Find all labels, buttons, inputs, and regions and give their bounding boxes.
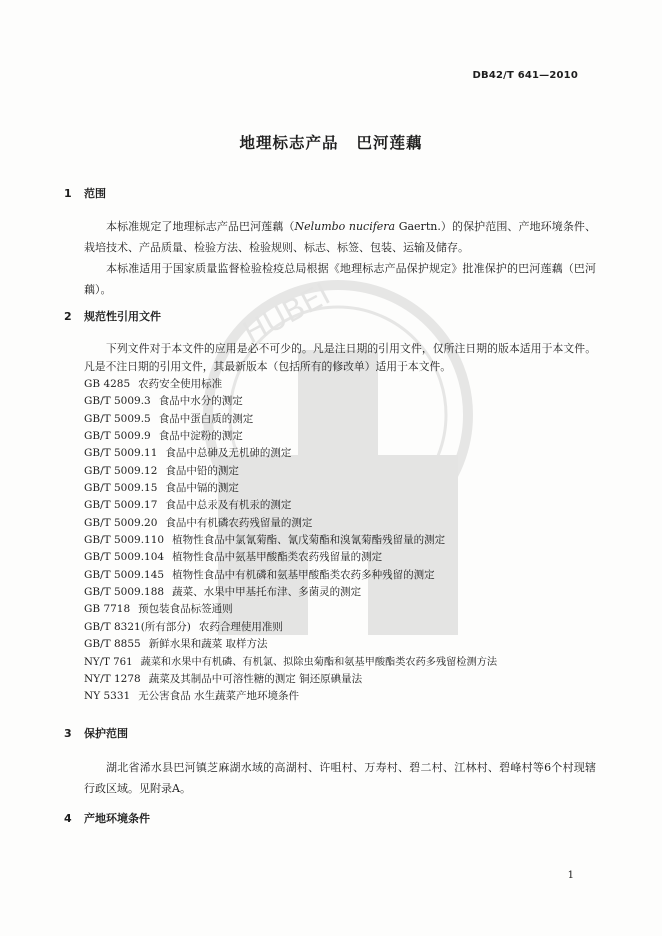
scope-paragraph-2: 本标准适用于国家质量监督检验检疫总局根据《地理标志产品保护规定》批准保护的巴河莲藕（巴河藕）。 [84,262,596,296]
document-title [0,131,662,153]
section-title: 规范性引用文件 [84,310,161,323]
reference-item: GB/T 5009.17 食品中总汞及有机汞的测定 [84,499,292,512]
section-number: 3 [64,727,72,740]
section-heading-protection-scope [64,725,128,741]
protection-scope-paragraph: 湖北省浠水县巴河镇芝麻湖水域的高湖村、许咀村、万寿村、碧二村、江林村、碧峰村等6个村现辖行政区域。见附录A。 [84,761,596,795]
reference-item: GB 4285 农药安全使用标准 [84,378,223,390]
reference-item: GB/T 5009.9 食品中淀粉的测定 [84,430,243,443]
page-number: 1 [567,870,574,881]
section-number: 2 [64,310,72,323]
section-heading-scope [64,185,106,201]
section-title: 产地环境条件 [84,812,150,825]
reference-item: NY/T 1278 蔬菜及其制品中可溶性糖的测定 铜还原碘量法 [84,672,363,685]
reference-item: GB/T 5009.3 食品中水分的测定 [84,395,243,408]
section-heading-normative-references [64,308,161,324]
reference-item: GB/T 5009.104 植物性食品中氨基甲酸酯类农药残留量的测定 [84,551,383,564]
document-number: DB42/T 641—2010 [472,70,578,81]
reference-item: GB/T 5009.110 植物性食品中氯氰菊酯、氰戊菊酯和溴氰菊酯残留量的测定 [84,534,446,547]
reference-item: GB/T 5009.20 食品中有机磷农药残留量的测定 [84,516,313,529]
reference-item: GB/T 8321(所有部分) 农药合理使用准则 [84,620,283,633]
references-intro-paragraph: 下列文件对于本文件的应用是必不可少的。凡是注日期的引用文件，仅所注日期的版本适用于本文件。凡是不注日期的引用文件，其最新版本（包括所有的修改单）适用于本文件。 [84,342,596,373]
section-title: 范围 [84,187,106,200]
title-part-2: 巴河莲藕 [356,134,423,152]
section-title: 保护范围 [84,727,128,740]
reference-item: NY/T 761 蔬菜和水果中有机磷、有机氯、拟除虫菊酯和氨基甲酸酯类农药多残留检测方法 [84,656,498,668]
reference-item: GB/T 5009.188 蔬菜、水果中甲基托布津、多菌灵的测定 [84,586,362,599]
reference-item: GB/T 5009.5 食品中蛋白质的测定 [84,412,254,425]
section-number: 4 [64,812,72,825]
title-part-1: 地理标志产品 [239,134,339,152]
reference-list [84,376,497,706]
reference-item: GB/T 8855 新鲜水果和蔬菜 取样方法 [84,638,268,651]
reference-item: GB/T 5009.12 食品中铅的测定 [84,464,239,477]
reference-item: GB 7718 预包装食品标签通则 [84,603,233,616]
watermark-stamp-text: HUBEI [237,276,337,352]
reference-item: GB/T 5009.11 食品中总砷及无机砷的测定 [84,447,292,460]
section-number: 1 [64,187,72,200]
section-heading-environment [64,810,150,826]
reference-item: GB/T 5009.145 植物性食品中有机磷和氨基甲酸酯类农药多种残留的测定 [84,568,435,581]
reference-item: GB/T 5009.15 食品中镉的测定 [84,482,239,495]
reference-item: NY 5331 无公害食品 水生蔬菜产地环境条件 [84,690,300,703]
scope-paragraph-1: 本标准规定了地理标志产品巴河莲藕（Nelumbo nucifera Gaertn.）的保护范围、产地环境条件、栽培技术、产品质量、检验方法、检验规则、标志、标签、包装、运输及储存。 [84,220,597,254]
